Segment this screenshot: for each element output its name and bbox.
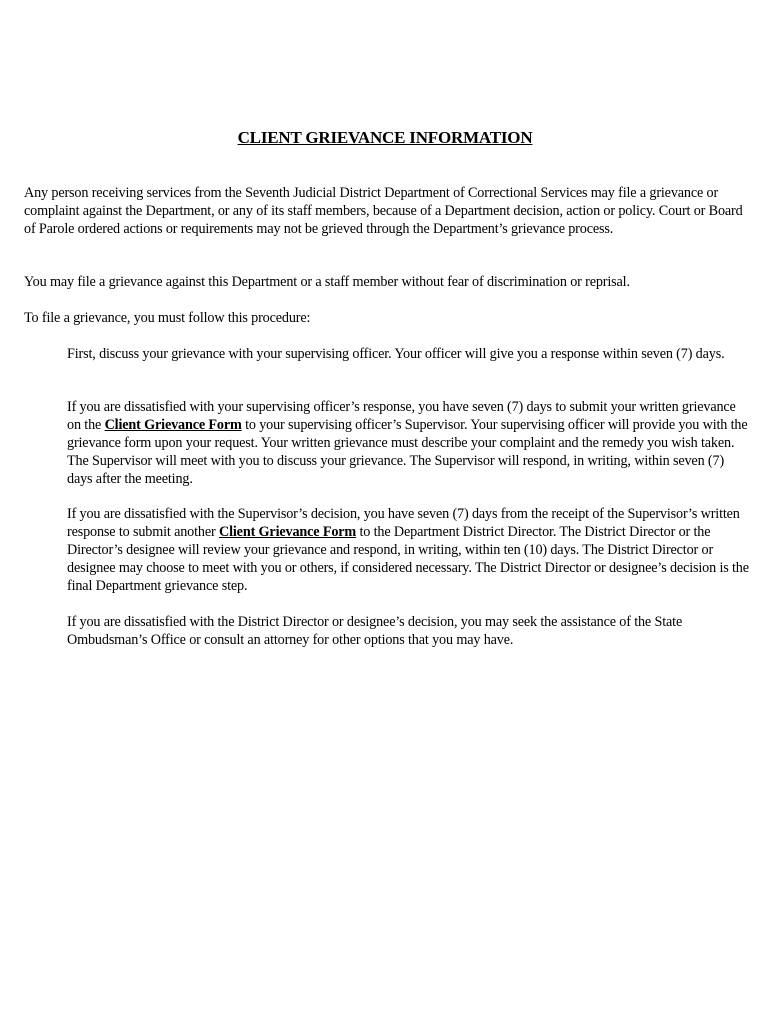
document-title: CLIENT GRIEVANCE INFORMATION bbox=[237, 128, 533, 147]
client-grievance-form-reference: Client Grievance Form bbox=[219, 524, 357, 540]
step-2-text-before: If you are dissatisfied with your supervising officer’s response, you have seven (7) days to submit your written grievance on the bbox=[67, 399, 736, 433]
step-3-text-after: to the Department District Director. The District Director or the Director’s designee will review your grievance and respond, in writing, within ten (10) days. The District Director or designee may choose to meet with you or others, if considered necessary. The District Director or designee’s decision is the final Department grievance step. bbox=[67, 524, 749, 594]
client-grievance-form-reference: Client Grievance Form bbox=[104, 417, 242, 433]
step-3-text-before: If you are dissatisfied with the Supervisor’s decision, you have seven (7) days from the receipt of the Supervisor’s written response to submit another bbox=[67, 506, 740, 540]
intro-paragraph: Any person receiving services from the Seventh Judicial District Department of Correctional Services may file a grievance or complaint against the Department, or any of its staff members, because of a Department decision, action or policy. Court or Board of Parole ordered actions or requirements may not be grieved through the Department’s grievance process. bbox=[24, 185, 743, 237]
procedure-intro: To file a grievance, you must follow this procedure: bbox=[24, 310, 311, 326]
no-reprisal-paragraph: You may file a grievance against this Department or a staff member without fear of discrimination or reprisal. bbox=[24, 274, 630, 290]
step-2-text-after: to your supervising officer’s Supervisor. Your supervising officer will provide you with the grievance form upon your request. Your written grievance must describe your complaint and the remedy you wish taken. The Supervisor will meet with you to discuss your grievance. The Supervisor will respond, in writing, within seven (7) days after the meeting. bbox=[67, 417, 748, 487]
step-2-paragraph bbox=[67, 398, 752, 488]
step-1-paragraph: First, discuss your grievance with your supervising officer. Your officer will give you a response within seven (7) days. bbox=[67, 346, 725, 362]
step-4-paragraph: If you are dissatisfied with the District Director or designee’s decision, you may seek the assistance of the State Ombudsman’s Office or consult an attorney for other options that you may have. bbox=[67, 614, 683, 648]
step-3-paragraph bbox=[67, 505, 752, 595]
